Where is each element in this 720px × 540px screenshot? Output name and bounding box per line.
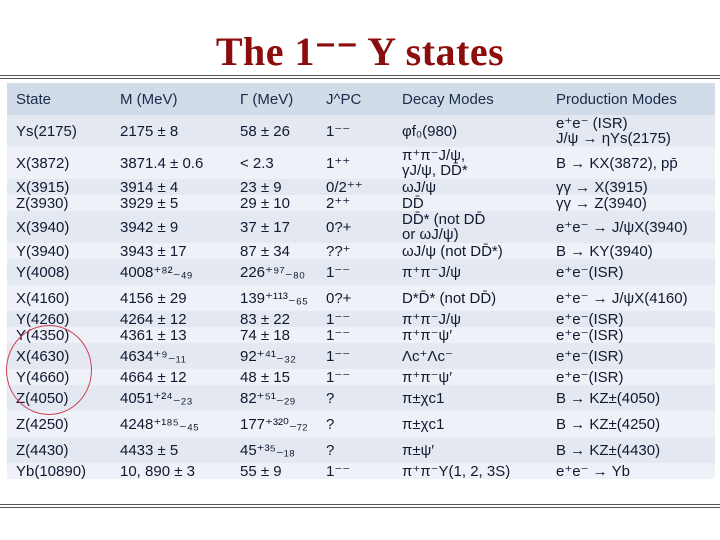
cell-decay: π⁺π⁻ψ′ bbox=[393, 327, 547, 343]
cell-state: Ys(2175) bbox=[7, 115, 111, 147]
cell-width: 45⁺³⁵₋₁₈ bbox=[231, 437, 317, 463]
table-row bbox=[7, 259, 715, 285]
cell-width: 29 ± 10 bbox=[231, 195, 317, 211]
states-table bbox=[7, 83, 715, 479]
cell-production: e⁺e⁻(ISR) bbox=[547, 311, 715, 327]
cell-width: 37 ± 17 bbox=[231, 211, 317, 243]
cell-decay: DD̄* (not DD̄ or ωJ/ψ) bbox=[393, 211, 547, 243]
cell-width: 83 ± 22 bbox=[231, 311, 317, 327]
cell-decay: D*D̄* (not DD̄) bbox=[393, 285, 547, 311]
cell-decay: Λc⁺Λc⁻ bbox=[393, 343, 547, 369]
cell-mass: 3942 ± 9 bbox=[111, 211, 231, 243]
cell-width: 58 ± 26 bbox=[231, 115, 317, 147]
states-table-container bbox=[7, 83, 715, 502]
cell-jpc: 1⁻⁻ bbox=[317, 115, 393, 147]
cell-decay: ωJ/ψ (not DD̄*) bbox=[393, 243, 547, 259]
cell-state: X(3940) bbox=[7, 211, 111, 243]
cell-production: e⁺e⁻ (ISR) J/ψ → ηYs(2175) bbox=[547, 115, 715, 147]
cell-decay: π±χc1 bbox=[393, 385, 547, 411]
cell-mass: 4051⁺²⁴₋₂₃ bbox=[111, 385, 231, 411]
cell-state: Y(3940) bbox=[7, 243, 111, 259]
cell-state: Z(4250) bbox=[7, 411, 111, 437]
table-row bbox=[7, 147, 715, 179]
table-row bbox=[7, 285, 715, 311]
table-row bbox=[7, 179, 715, 195]
cell-width: 82⁺⁵¹₋₂₉ bbox=[231, 385, 317, 411]
top-rule-inner bbox=[0, 78, 720, 79]
cell-jpc: 0?+ bbox=[317, 285, 393, 311]
cell-decay: DD̄ bbox=[393, 195, 547, 211]
cell-state: X(3915) bbox=[7, 179, 111, 195]
table-row bbox=[7, 327, 715, 343]
cell-state: X(4630) bbox=[7, 343, 111, 369]
table-body bbox=[7, 115, 715, 479]
cell-decay: π⁺π⁻J/ψ, γJ/ψ, DD̄* bbox=[393, 147, 547, 179]
cell-jpc: 1⁻⁻ bbox=[317, 369, 393, 385]
cell-production: B → KX(3872), pp̄ bbox=[547, 147, 715, 179]
slide-title: The 1⁻⁻ Y states bbox=[215, 29, 505, 74]
cell-production: γγ → Z(3940) bbox=[547, 195, 715, 211]
header-production-modes: Production Modes bbox=[547, 83, 715, 115]
cell-mass: 4433 ± 5 bbox=[111, 437, 231, 463]
cell-decay: π⁺π⁻ψ′ bbox=[393, 369, 547, 385]
cell-mass: 2175 ± 8 bbox=[111, 115, 231, 147]
cell-width: 74 ± 18 bbox=[231, 327, 317, 343]
top-rule bbox=[0, 75, 720, 76]
cell-jpc: ??⁺ bbox=[317, 243, 393, 259]
cell-width: < 2.3 bbox=[231, 147, 317, 179]
table-row bbox=[7, 385, 715, 411]
header-state: State bbox=[7, 83, 111, 115]
cell-jpc: 0/2⁺⁺ bbox=[317, 179, 393, 195]
cell-production: e⁺e⁻(ISR) bbox=[547, 343, 715, 369]
cell-width: 87 ± 34 bbox=[231, 243, 317, 259]
header-mass: M (MeV) bbox=[111, 83, 231, 115]
table-row bbox=[7, 195, 715, 211]
header-width: Γ (MeV) bbox=[231, 83, 317, 115]
cell-decay: π±ψ′ bbox=[393, 437, 547, 463]
table-row bbox=[7, 343, 715, 369]
cell-width: 226⁺⁹⁷₋₈₀ bbox=[231, 259, 317, 285]
cell-jpc: ? bbox=[317, 437, 393, 463]
bottom-rule bbox=[0, 504, 720, 505]
cell-production: e⁺e⁻ → Yb bbox=[547, 463, 715, 479]
cell-state: Y(4008) bbox=[7, 259, 111, 285]
cell-state: X(3872) bbox=[7, 147, 111, 179]
cell-decay: π⁺π⁻J/ψ bbox=[393, 311, 547, 327]
cell-state: Y(4350) bbox=[7, 327, 111, 343]
table-row bbox=[7, 115, 715, 147]
highlight-circle bbox=[6, 325, 92, 415]
cell-decay: π±χc1 bbox=[393, 411, 547, 437]
cell-production: e⁺e⁻(ISR) bbox=[547, 327, 715, 343]
cell-state: Yb(10890) bbox=[7, 463, 111, 479]
cell-state: Z(3930) bbox=[7, 195, 111, 211]
cell-mass: 4156 ± 29 bbox=[111, 285, 231, 311]
cell-state: Z(4050) bbox=[7, 385, 111, 411]
cell-decay: π⁺π⁻J/ψ bbox=[393, 259, 547, 285]
cell-state: Z(4430) bbox=[7, 437, 111, 463]
bottom-rule-inner bbox=[0, 507, 720, 508]
table-row bbox=[7, 437, 715, 463]
cell-width: 48 ± 15 bbox=[231, 369, 317, 385]
table-row bbox=[7, 369, 715, 385]
cell-width: 23 ± 9 bbox=[231, 179, 317, 195]
table-header-row bbox=[7, 83, 715, 115]
cell-production: B → KY(3940) bbox=[547, 243, 715, 259]
cell-decay: π⁺π⁻Υ(1, 2, 3S) bbox=[393, 463, 547, 479]
cell-jpc: 1⁻⁻ bbox=[317, 259, 393, 285]
cell-jpc: 1⁻⁻ bbox=[317, 463, 393, 479]
table-row bbox=[7, 243, 715, 259]
cell-width: 55 ± 9 bbox=[231, 463, 317, 479]
cell-width: 92⁺⁴¹₋₃₂ bbox=[231, 343, 317, 369]
cell-jpc: ? bbox=[317, 385, 393, 411]
table-row bbox=[7, 311, 715, 327]
cell-production: e⁺e⁻ → J/ψX(4160) bbox=[547, 285, 715, 311]
cell-production: B → KZ±(4250) bbox=[547, 411, 715, 437]
cell-production: γγ → X(3915) bbox=[547, 179, 715, 195]
table-row bbox=[7, 411, 715, 437]
cell-jpc: 1⁻⁻ bbox=[317, 343, 393, 369]
cell-mass: 3929 ± 5 bbox=[111, 195, 231, 211]
cell-jpc: 0?+ bbox=[317, 211, 393, 243]
cell-state: Y(4660) bbox=[7, 369, 111, 385]
cell-production: B → KZ±(4430) bbox=[547, 437, 715, 463]
cell-jpc: 2⁺⁺ bbox=[317, 195, 393, 211]
cell-mass: 4634⁺⁹₋₁₁ bbox=[111, 343, 231, 369]
cell-width: 177⁺³²⁰₋₇₂ bbox=[231, 411, 317, 437]
cell-decay: φf₀(980) bbox=[393, 115, 547, 147]
cell-mass: 4008⁺⁸²₋₄₉ bbox=[111, 259, 231, 285]
cell-mass: 4264 ± 12 bbox=[111, 311, 231, 327]
cell-jpc: ? bbox=[317, 411, 393, 437]
cell-production: e⁺e⁻ → J/ψX(3940) bbox=[547, 211, 715, 243]
cell-production: e⁺e⁻(ISR) bbox=[547, 369, 715, 385]
cell-mass: 4248⁺¹⁸⁵₋₄₅ bbox=[111, 411, 231, 437]
cell-jpc: 1⁻⁻ bbox=[317, 327, 393, 343]
cell-mass: 3871.4 ± 0.6 bbox=[111, 147, 231, 179]
cell-state: X(4160) bbox=[7, 285, 111, 311]
cell-mass: 10, 890 ± 3 bbox=[111, 463, 231, 479]
cell-mass: 3943 ± 17 bbox=[111, 243, 231, 259]
cell-mass: 4361 ± 13 bbox=[111, 327, 231, 343]
cell-mass: 4664 ± 12 bbox=[111, 369, 231, 385]
table-row bbox=[7, 211, 715, 243]
table-row bbox=[7, 463, 715, 479]
cell-mass: 3914 ± 4 bbox=[111, 179, 231, 195]
cell-width: 139⁺¹¹³₋₆₅ bbox=[231, 285, 317, 311]
cell-jpc: 1⁺⁺ bbox=[317, 147, 393, 179]
cell-jpc: 1⁻⁻ bbox=[317, 311, 393, 327]
header-jpc: J^PC bbox=[317, 83, 393, 115]
cell-state: Y(4260) bbox=[7, 311, 111, 327]
cell-production: B → KZ±(4050) bbox=[547, 385, 715, 411]
cell-production: e⁺e⁻(ISR) bbox=[547, 259, 715, 285]
cell-decay: ωJ/ψ bbox=[393, 179, 547, 195]
header-decay-modes: Decay Modes bbox=[393, 83, 547, 115]
